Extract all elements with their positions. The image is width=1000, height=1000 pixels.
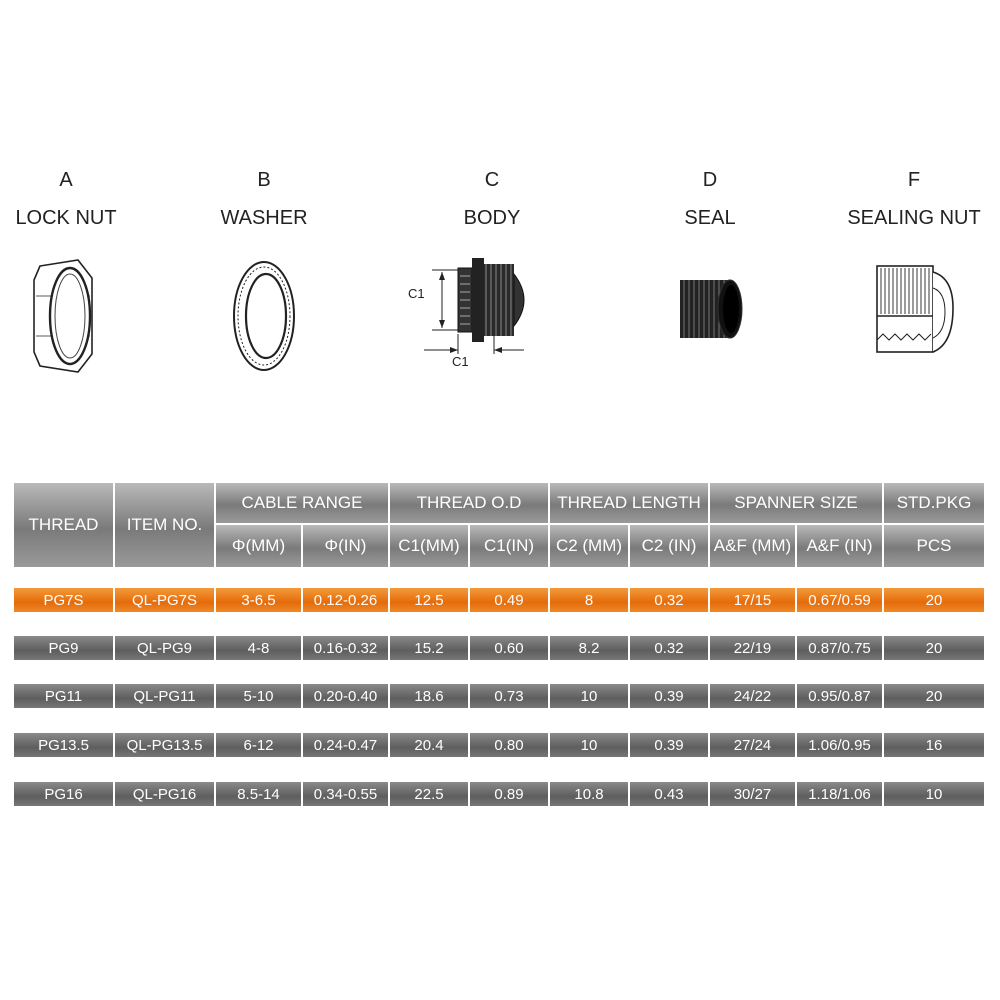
- table-cell: 20: [884, 588, 984, 612]
- part-letter: C: [484, 169, 500, 191]
- table-cell: 0.16-0.32: [303, 636, 388, 660]
- table-cell: QL-PG7S: [115, 588, 214, 612]
- table-cell: 0.24-0.47: [303, 733, 388, 757]
- table-cell: 0.39: [630, 733, 708, 757]
- body-icon: [404, 250, 580, 370]
- table-cell: 0.32: [630, 588, 708, 612]
- table-cell: QL-PG9: [115, 636, 214, 660]
- table-cell: 0.89: [470, 782, 548, 806]
- table-cell: 0.87/0.75: [797, 636, 882, 660]
- subheader-c2-in: C2 (IN): [630, 525, 708, 567]
- table-cell: 12.5: [390, 588, 468, 612]
- part-lock-nut: [0, 168, 132, 376]
- table-cell: 10.8: [550, 782, 628, 806]
- header-std-pkg: STD.PKG: [884, 483, 984, 523]
- header-thread-length: THREAD LENGTH: [550, 483, 708, 523]
- table-cell: 24/22: [710, 684, 795, 708]
- header-item-no: ITEM NO.: [115, 483, 214, 567]
- table-cell: 0.80: [470, 733, 548, 757]
- part-letter: B: [257, 169, 271, 191]
- table-cell: 0.43: [630, 782, 708, 806]
- table-cell: 0.20-0.40: [303, 684, 388, 708]
- table-cell: PG11: [14, 684, 113, 708]
- header-thread-od: THREAD O.D: [390, 483, 548, 523]
- table-cell: 20.4: [390, 733, 468, 757]
- part-name: BODY: [463, 207, 521, 229]
- table-cell: 27/24: [710, 733, 795, 757]
- table-cell: QL-PG16: [115, 782, 214, 806]
- subheader-dia-mm: Φ(MM): [216, 525, 301, 567]
- table-cell: 20: [884, 684, 984, 708]
- header-thread: THREAD: [14, 483, 113, 567]
- table-cell: 22/19: [710, 636, 795, 660]
- table-cell: 1.06/0.95: [797, 733, 882, 757]
- washer-icon: [200, 256, 328, 376]
- table-cell: 16: [884, 733, 984, 757]
- subheader-dia-in: Φ(IN): [303, 525, 388, 567]
- table-cell: PG13.5: [14, 733, 113, 757]
- table-cell: 20: [884, 636, 984, 660]
- table-cell: 4-8: [216, 636, 301, 660]
- part-name: SEAL: [684, 207, 736, 229]
- table-cell: 18.6: [390, 684, 468, 708]
- lock-nut-icon: [0, 256, 132, 376]
- table-cell: 0.49: [470, 588, 548, 612]
- c1-horizontal-label: C1: [452, 354, 469, 369]
- table-cell: 0.12-0.26: [303, 588, 388, 612]
- part-washer: [200, 168, 328, 376]
- table-cell: 8.2: [550, 636, 628, 660]
- table-cell: QL-PG13.5: [115, 733, 214, 757]
- table-cell: 0.73: [470, 684, 548, 708]
- header-cable-range: CABLE RANGE: [216, 483, 388, 523]
- table-cell: 0.95/0.87: [797, 684, 882, 708]
- part-seal: [660, 168, 760, 344]
- table-cell: PG7S: [14, 588, 113, 612]
- table-cell: PG16: [14, 782, 113, 806]
- table-cell: 0.67/0.59: [797, 588, 882, 612]
- table-cell: 8: [550, 588, 628, 612]
- table-cell: 30/27: [710, 782, 795, 806]
- c1-vertical-label: C1: [408, 286, 425, 301]
- table-cell: 3-6.5: [216, 588, 301, 612]
- part-letter: D: [702, 169, 718, 191]
- part-letter: A: [59, 169, 73, 191]
- table-cell: 0.60: [470, 636, 548, 660]
- table-cell: 5-10: [216, 684, 301, 708]
- table-cell: 6-12: [216, 733, 301, 757]
- part-name: WASHER: [220, 207, 308, 229]
- header-spanner-size: SPANNER SIZE: [710, 483, 882, 523]
- part-body: [404, 168, 580, 370]
- table-cell: 0.34-0.55: [303, 782, 388, 806]
- table-cell: 10: [884, 782, 984, 806]
- table-cell: 8.5-14: [216, 782, 301, 806]
- table-cell: 0.39: [630, 684, 708, 708]
- table-cell: 0.32: [630, 636, 708, 660]
- subheader-af-mm: A&F (MM): [710, 525, 795, 567]
- table-cell: PG9: [14, 636, 113, 660]
- subheader-c1-mm: C1(MM): [390, 525, 468, 567]
- table-cell: 10: [550, 684, 628, 708]
- sealing-nut-icon: [838, 258, 990, 358]
- part-letter: F: [907, 169, 921, 191]
- subheader-c1-in: C1(IN): [470, 525, 548, 567]
- part-name: SEALING NUT: [847, 207, 981, 229]
- table-cell: 22.5: [390, 782, 468, 806]
- subheader-c2-mm: C2 (MM): [550, 525, 628, 567]
- table-cell: 10: [550, 733, 628, 757]
- subheader-af-in: A&F (IN): [797, 525, 882, 567]
- table-cell: QL-PG11: [115, 684, 214, 708]
- part-sealing-nut: [838, 168, 990, 358]
- table-cell: 15.2: [390, 636, 468, 660]
- part-name: LOCK NUT: [15, 207, 117, 229]
- subheader-pcs: PCS: [884, 525, 984, 567]
- table-cell: 17/15: [710, 588, 795, 612]
- table-cell: 1.18/1.06: [797, 782, 882, 806]
- seal-icon: [660, 274, 760, 344]
